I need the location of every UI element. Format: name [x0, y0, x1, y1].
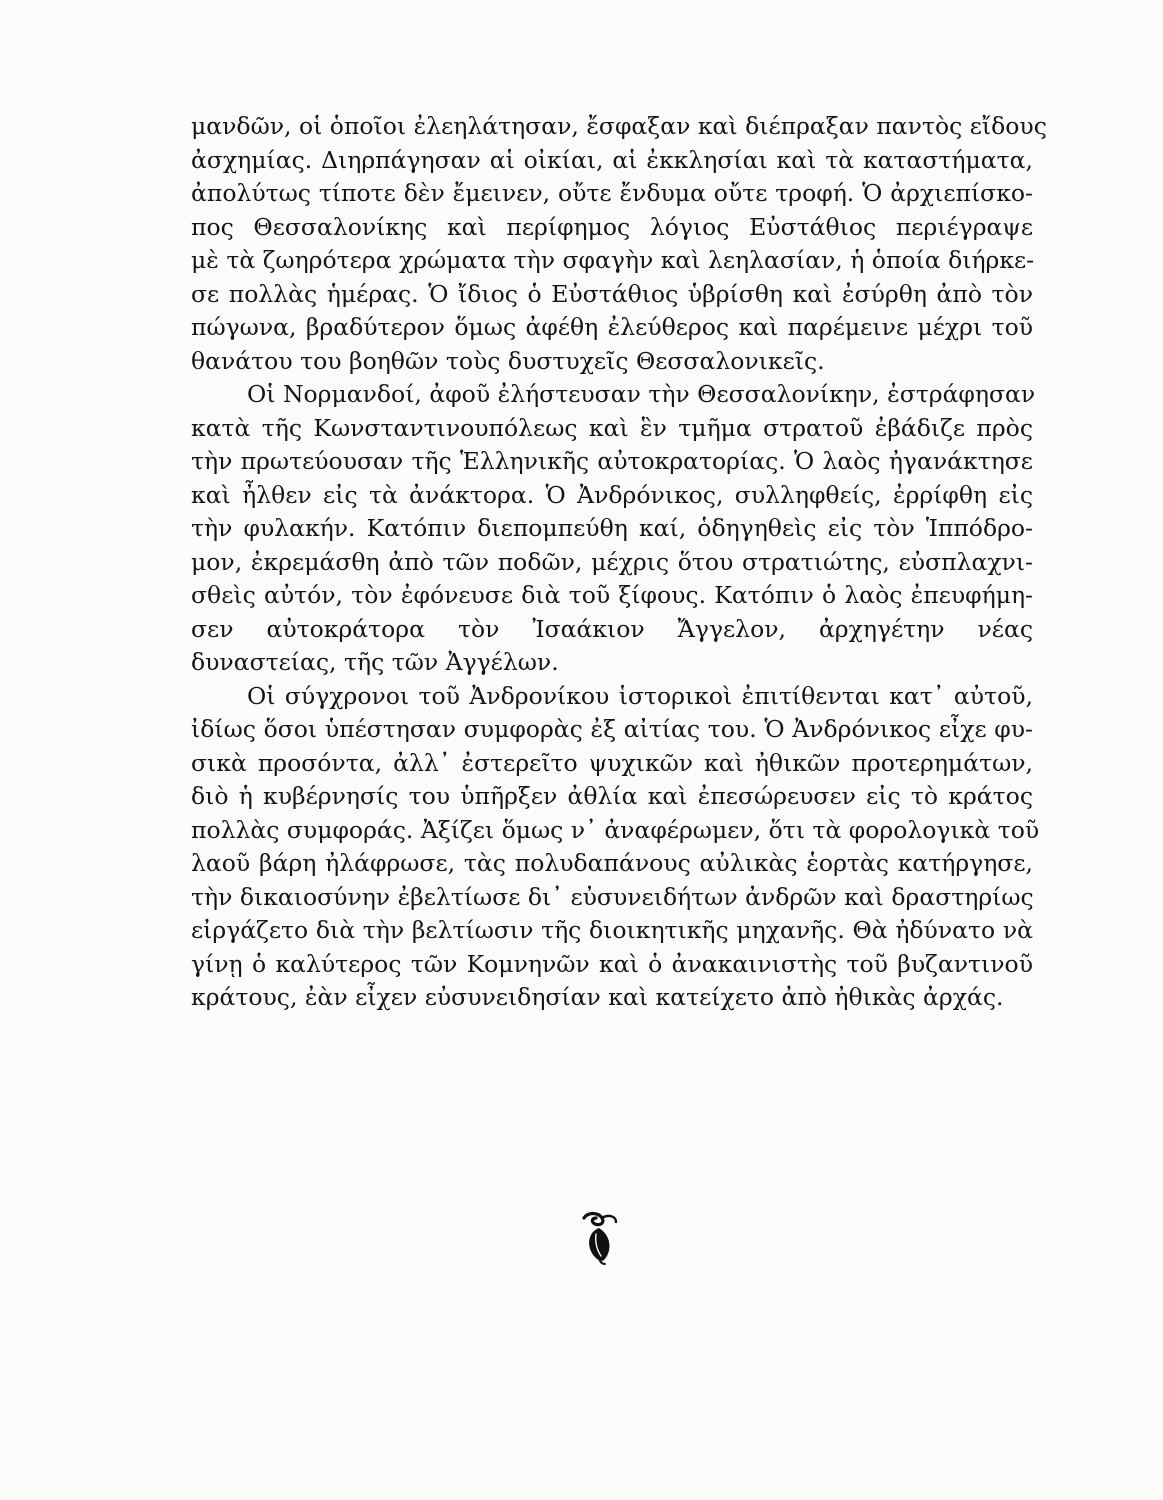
text-line: εἰργάζετο διὰ τὴν βελτίωσιν τῆς διοικητικῆς μηχανῆς. Θὰ ἠδύνατο νὰ	[191, 916, 1033, 944]
text-line: μον, ἐκρεμάσθη ἀπὸ τῶν ποδῶν, μέχρις ὅτου στρατιώτης, εὐσπλαχνι-	[191, 547, 1033, 576]
text-line: σικὰ προσόντα, ἀλλ᾽ ἐστερεῖτο ψυχικῶν καὶ ἠθικῶν προτερημάτων,	[191, 748, 1033, 777]
text-line: σε πολλὰς ἡμέρας. Ὁ ἴδιος ὁ Εὐστάθιος ὑβρίσθη καὶ ἐσύρθη ἀπὸ τὸν	[191, 279, 1033, 308]
text-line: πος Θεσσαλονίκης καὶ περίφημος λόγιος Εὐστάθιος περιέγραψε	[191, 212, 1033, 241]
text-line: γίνῃ ὁ καλύτερος τῶν Κομνηνῶν καὶ ὁ ἀνακαινιστὴς τοῦ βυζαντινοῦ	[191, 949, 1033, 978]
text-line: σεν αὐτοκράτορα τὸν Ἰσαάκιον Ἄγγελον, ἀρχηγέτην νέας	[191, 614, 1033, 643]
text-line: καὶ ἦλθεν εἰς τὰ ἀνάκτορα. Ὁ Ἀνδρόνικος, συλληφθείς, ἐρρίφθη εἰς	[191, 480, 1033, 509]
text-line: διὸ ἡ κυβέρνησίς του ὑπῆρξεν ἀθλία καὶ ἐπεσώρευσεν εἰς τὸ κράτος	[191, 782, 1033, 810]
text-line: ἀπολύτως τίποτε δὲν ἔμεινεν, οὔτε ἔνδυμα οὔτε τροφή. Ὁ ἀρχιεπίσκο-	[191, 179, 1033, 207]
text-line: μανδῶν, οἱ ὁποῖοι ἐλεηλάτησαν, ἔσφαξαν καὶ διέπραξαν παντὸς εἴδους	[191, 112, 1047, 140]
paragraph	[191, 680, 1040, 1015]
text-line: κράτους, ἐὰν εἶχεν εὐσυνειδησίαν καὶ κατείχετο ἀπὸ ἠθικὰς ἀρχάς.	[191, 983, 1004, 1011]
text-line: ἰδίως ὅσοι ὑπέστησαν συμφορὰς ἐξ αἰτίας του. Ὁ Ἀνδρόνικος εἶχε φυ-	[191, 715, 1033, 743]
text-line: τὴν δικαιοσύνην ἐβελτίωσε δι᾽ εὐσυνειδήτων ἀνδρῶν καὶ δραστηρίως	[191, 882, 1034, 911]
text-line: δυναστείας, τῆς τῶν Ἀγγέλων.	[191, 648, 559, 676]
body-text	[191, 110, 1047, 1015]
text-line: Οἱ σύγχρονοι τοῦ Ἀνδρονίκου ἱστορικοὶ ἐπιτίθενται κατ᾽ αὐτοῦ,	[247, 681, 1033, 710]
text-line: πώγωνα, βραδύτερον ὅμως ἀφέθη ἐλεύθερος καὶ παρέμεινε μέχρι τοῦ	[191, 313, 1033, 341]
text-line: τὴν πρωτεύουσαν τῆς Ἑλληνικῆς αὐτοκρατορίας. Ὁ λαὸς ἠγανάκτησε	[191, 447, 1033, 475]
paragraph	[191, 378, 1036, 680]
text-line: ἀσχημίας. Διηρπάγησαν αἱ οἰκίαι, αἱ ἐκκλησίαι καὶ τὰ καταστήματα,	[191, 145, 1033, 174]
leaf-ornament-icon	[578, 1210, 622, 1266]
text-line: πολλὰς συμφοράς. Ἀξίζει ὅμως ν᾽ ἀναφέρωμεν, ὅτι τὰ φορολογικὰ τοῦ	[191, 815, 1040, 844]
text-line: λαοῦ βάρη ἠλάφρωσε, τὰς πολυδαπάνους αὐλικὰς ἑορτὰς κατήργησε,	[191, 849, 1033, 877]
paragraph	[191, 110, 1047, 378]
text-line: Οἱ Νορμανδοί, ἀφοῦ ἐλήστευσαν τὴν Θεσσαλονίκην, ἐστράφησαν	[247, 380, 1036, 408]
text-line: θανάτου του βοηθῶν τοὺς δυστυχεῖς Θεσσαλονικεῖς.	[191, 346, 825, 375]
text-line: κατὰ τῆς Κωνσταντινουπόλεως καὶ ἓν τμῆμα στρατοῦ ἐβάδιζε πρὸς	[191, 413, 1033, 442]
text-line: τὴν φυλακήν. Κατόπιν διεπομπεύθη καί, ὁδηγηθεὶς εἰς τὸν Ἱππόδρο-	[191, 514, 1033, 542]
text-line: μὲ τὰ ζωηρότερα χρώματα τὴν σφαγὴν καὶ λεηλασίαν, ἡ ὁποία διήρκε-	[191, 246, 1035, 274]
text-line: σθεὶς αὐτόν, τὸν ἐφόνευσε διὰ τοῦ ξίφους. Κατόπιν ὁ λαὸς ἐπευφήμη-	[191, 581, 1033, 609]
